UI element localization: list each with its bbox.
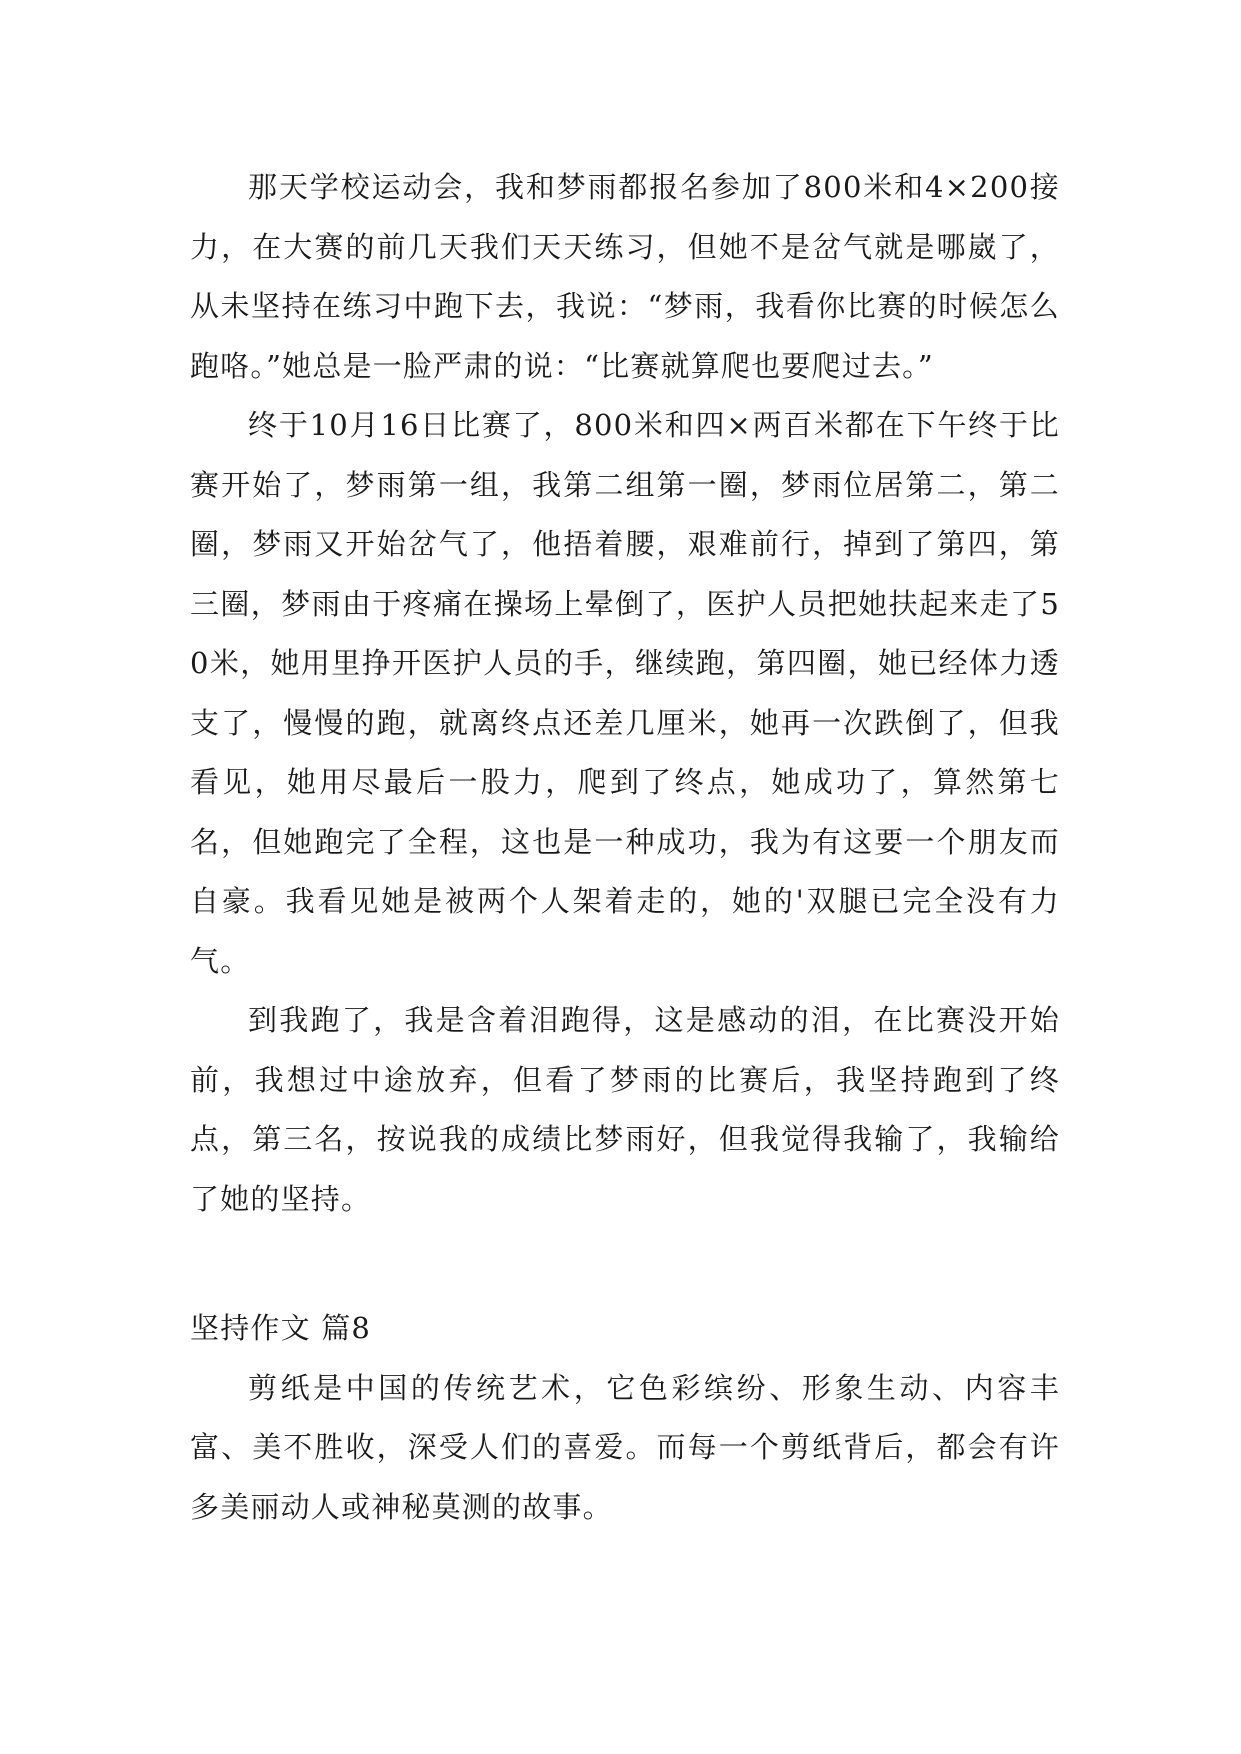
paragraph-paper-cutting: 剪纸是中国的传统艺术，它色彩缤纷、形象生动、内容丰富、美不胜收，深受人们的喜爱。而每一个剪纸背后，都会有许多美丽动人或神秘莫测的故事。 [190, 1370, 1060, 1524]
section-heading: 坚持作文 篇8 [190, 1311, 372, 1345]
paragraph-my-race: 到我跑了，我是含着泪跑得，这是感动的泪，在比赛没开始前，我想过中途放弃，但看了梦雨的比赛后，我坚持跑到了终点，第三名，按说我的成绩比梦雨好，但我觉得我输了，我输给了她的坚持。 [190, 1003, 1060, 1216]
paragraph-race-day: 终于10月16日比赛了，800米和四×两百米都在下午终于比赛开始了，梦雨第一组，我第二组第一圈，梦雨位居第二，第二圈，梦雨又开始岔气了，他捂着腰，艰难前行，掉到了第四，第三圈，梦雨由于疼痛在操场上晕倒了，医护人员把她扶起来走了50米，她用里挣开医护人员的手，继续跑，第四圈，她已经体力透支了，慢慢的跑，就离终点还差几厘米，她再一次跌倒了，但我看见，她用尽最后一股力，爬到了终点，她成功了，算然第七名，但她跑完了全程，这也是一种成功，我为有这要一个朋友而自豪。我看见她是被两个人架着走的，她的'双腿已完全没有力气。 [190, 408, 1060, 978]
document-body [190, 158, 1060, 1537]
section-spacer [190, 1229, 1060, 1299]
paragraph-sports-meet: 那天学校运动会，我和梦雨都报名参加了800米和4×200接力，在大赛的前几天我们天天练习，但她不是岔气就是哪崴了，从未坚持在练习中跑下去，我说：“梦雨，我看你比赛的时候怎么跑咯。”她总是一脸严肃的说：“比赛就算爬也要爬过去。” [190, 170, 1060, 383]
